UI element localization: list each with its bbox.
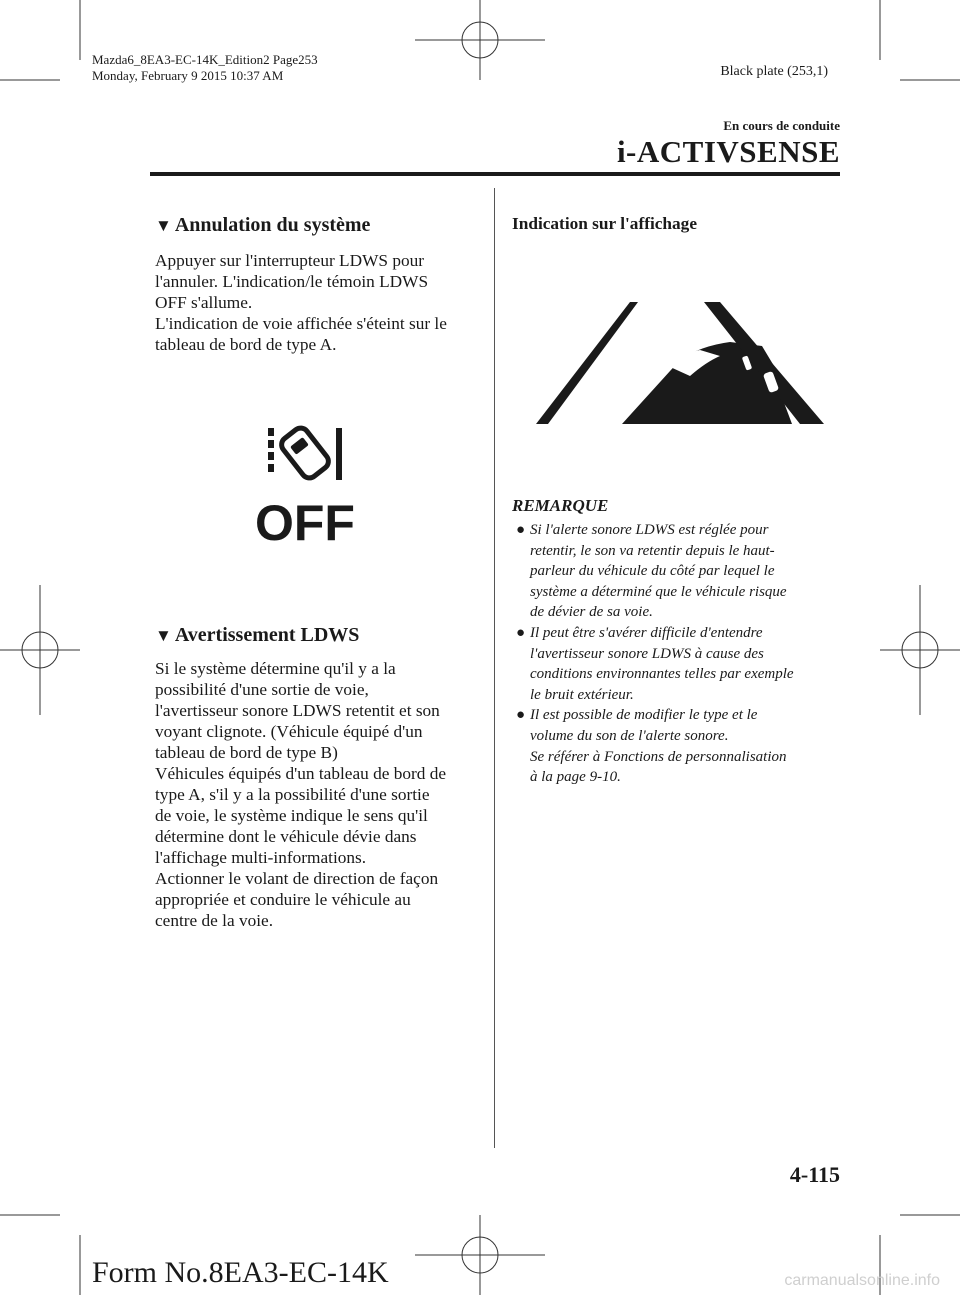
page-title: i-ACTIVSENSE	[616, 134, 840, 169]
list-item: ● Il peut être s'avérer difficile d'entendre l'avertisseur sonore LDWS à cause des conditions environnantes telles par exemple le bruit extérieur.	[516, 624, 794, 703]
triangle-icon: ▼	[155, 626, 172, 645]
page-number: 4-115	[789, 1162, 840, 1187]
plate-date-line: Monday, February 9 2015 10:37 AM	[92, 68, 284, 83]
heading-avertissement	[155, 624, 359, 647]
remark-title: REMARQUE	[512, 496, 609, 515]
watermark: carmanualsonline.info	[784, 1272, 940, 1289]
list-item: ● Si l'alerte sonore LDWS est réglée pour retentir, le son va retentir depuis le haut- parleur du véhicule du côté par lequel le système a déterminé que le véhicule risque de dévier de sa voie.	[516, 522, 787, 621]
ldws-off-icon	[250, 420, 360, 550]
plate-metadata	[92, 52, 318, 84]
column-divider	[494, 188, 495, 1148]
paragraph-avertissement: Si le système détermine qu'il y a la possibilité d'une sortie de voie, l'avertisseur sonore LDWS retentit et son voyant clignote. (Véhicule équipé d'un tableau de bord de type B) Véhicules équipés d'un tableau de bord de type A, s'il y a la possibilité d'une sortie de voie, le système indique le sens qu'il détermine dont le véhicule dévie dans l'affichage multi-informations. Actionner le volant de direction de façon appropriée et conduire le véhicule au centre de la voie.	[155, 659, 447, 930]
header-rule	[150, 172, 840, 176]
list-item: ● Il est possible de modifier le type et le volume du son de l'alerte sonore. Se référer à Fonctions de personnalisation à la page 9-10.	[516, 707, 787, 786]
section-name: En cours de conduite	[723, 118, 840, 133]
bullet-icon: ●	[516, 624, 526, 641]
paragraph-annulation: Appuyer sur l'interrupteur LDWS pour l'annuler. L'indication/le témoin LDWS OFF s'allume. L'indication de voie affichée s'éteint sur le tableau de bord de type A.	[155, 251, 447, 354]
plate-file-line: Mazda6_8EA3-EC-14K_Edition2 Page253	[92, 52, 318, 67]
off-icon-text: OFF	[255, 495, 355, 550]
bullet-icon: ●	[516, 522, 526, 538]
lane-departure-illustration	[530, 296, 830, 431]
heading-indication: Indication sur l'affichage	[512, 214, 697, 233]
remark-list	[512, 520, 842, 788]
form-number: Form No.8EA3-EC-14K	[92, 1256, 389, 1289]
bullet-icon: ●	[516, 707, 526, 724]
triangle-icon: ▼	[155, 216, 172, 235]
black-plate-label: Black plate (253,1)	[720, 64, 828, 79]
heading-annulation	[155, 214, 370, 237]
heading-avertissement-text: Avertissement LDWS	[174, 624, 360, 646]
heading-annulation-text: Annulation du système	[174, 214, 371, 236]
